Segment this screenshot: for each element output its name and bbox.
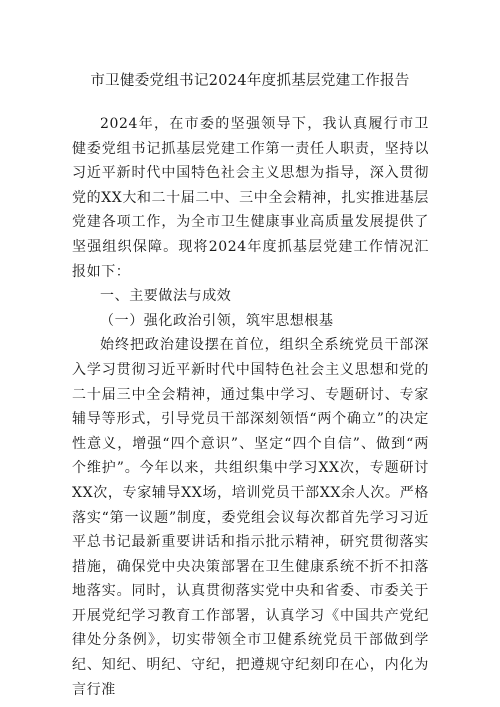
subsection-heading-1: （一）强化政治引领，筑牢思想根基 <box>100 312 334 329</box>
subsection-1-paragraph: 始终把政治建设摆在首位，组织全系统党员干部深入学习贯彻习近平新时代中国特色社会主义思想和党的二十届三中全会精神，通过集中学习、专题研讨、专家辅导等形式，引导党员干部深刻领悟“两个确立”的决定性意义，增强“四个意识”、坚定“四个自信”、做到“两个维护”。今年以来，共组织集中学习XX次，专题研讨XX次，专家辅导XX场，培训党员干部XX余人次。严格落实“第一议题”制度，委党组会议每次都首先学习习近平总书记最新重要讲话和指示批示精神，研究贯彻落实措施，确保党中央决策部署在卫生健康系统不折不扣落地落实。同时，认真贯彻落实党中央和省委、市委关于开展党纪学习教育工作部署，认真学习《中国共产党纪律处分条例》，切实带领全市卫健系统党员干部做到学纪、知纪、明纪、守纪，把遵规守纪刻印在心，内化为言行准 <box>72 337 429 698</box>
intro-paragraph: 2024年，在市委的坚强领导下，我认真履行市卫健委党组书记抓基层党建工作第一责任人职责，坚持以习近平新时代中国特色社会主义思想为指导，深入贯彻党的XX大和二十届二中、三中全会精神，扎实推进基层党建各项工作，为全市卫生健康事业高质量发展提供了坚强组织保障。现将2024年度抓基层党建工作情况汇报如下： <box>72 116 429 280</box>
document-body <box>72 112 429 702</box>
document-title: 市卫健委党组书记2024年度抓基层党建工作报告 <box>90 73 410 89</box>
section-heading-1: 一、主要做法与成效 <box>100 288 232 305</box>
